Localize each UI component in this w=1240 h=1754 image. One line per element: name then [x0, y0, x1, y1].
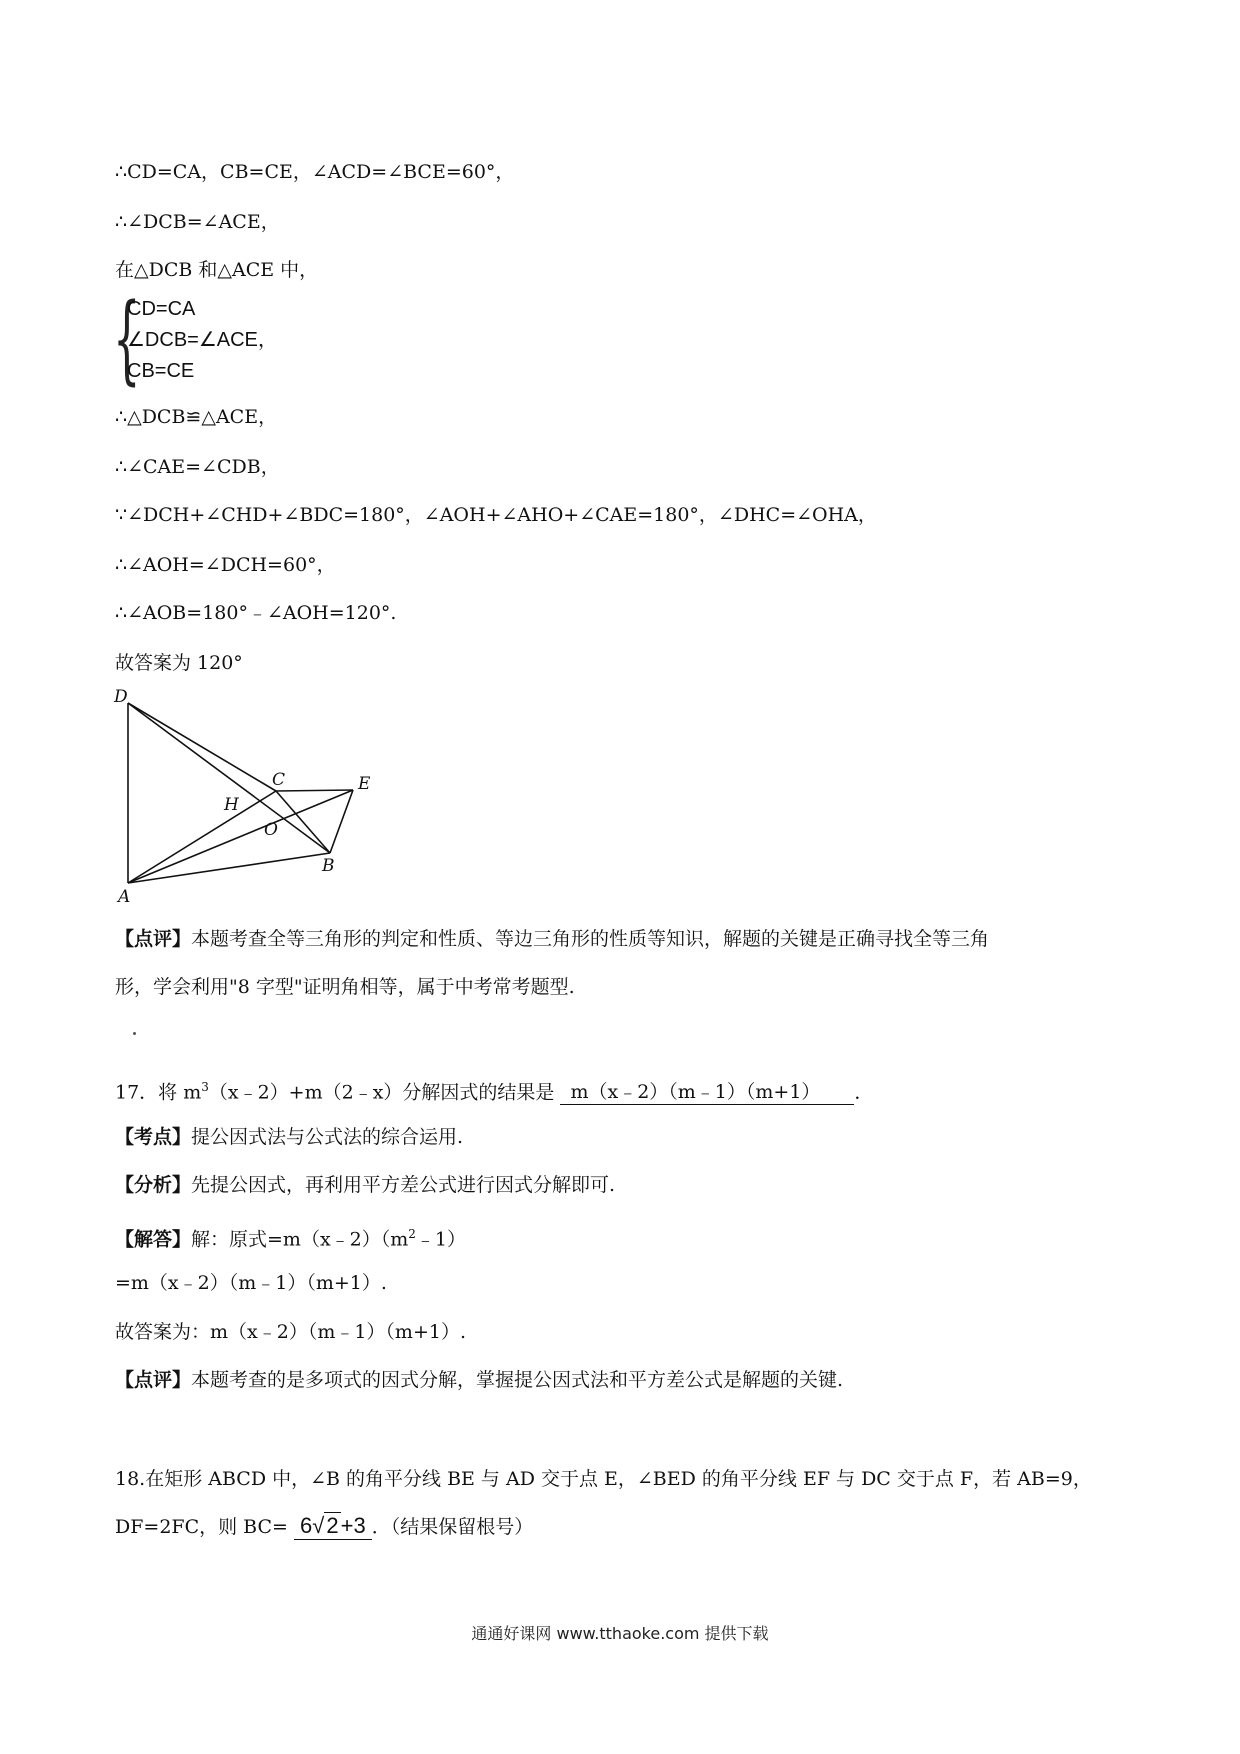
- segment-EB: [330, 790, 353, 853]
- q18-prefix: DF=2FC，则 BC=: [115, 1516, 288, 1538]
- line-9: 故答案为 120°: [115, 652, 243, 674]
- review-tag: 【点评】: [115, 928, 192, 950]
- footer: 通通好课网 www.tthaoke.com 提供下载: [471, 1624, 769, 1643]
- label-C: C: [272, 770, 286, 790]
- segment-DB: [128, 703, 330, 853]
- q17-step-2: =m（x﹣2）（m﹣1）（m+1）.: [115, 1272, 387, 1294]
- label-H: H: [224, 795, 239, 815]
- system-line-1: CD=CA: [127, 298, 196, 320]
- segment-AE: [128, 790, 353, 883]
- label-O: O: [264, 820, 278, 840]
- jieda-a: 解：原式=m（x﹣2）（m: [191, 1228, 409, 1251]
- line-6: ∵∠DCH+∠CHD+∠BDC=180°，∠AOH+∠AHO+∠CAE=180°，∠DHC=∠OHA，: [115, 504, 877, 526]
- line-2: ∴∠DCB=∠ACE，: [115, 211, 280, 233]
- answer-tail: +3: [340, 1513, 366, 1538]
- label-E: E: [358, 774, 371, 794]
- kaodian-text: 提公因式法与公式法的综合运用.: [191, 1126, 464, 1148]
- equation-system: [113, 283, 278, 395]
- q17-review: [115, 1368, 843, 1392]
- q17-answer: m（x﹣2）（m﹣1）（m+1）: [560, 1080, 854, 1105]
- segment-CB: [276, 791, 330, 853]
- review-text: 本题考查全等三角形的判定和性质、等边三角形的性质等知识，解题的关键是正确寻找全等三角: [191, 928, 990, 950]
- kaodian-tag: 【考点】: [115, 1126, 192, 1148]
- q17-exponent: 3: [201, 1080, 209, 1094]
- review-16-line-2: 形，学会利用"8 字型"证明角相等，属于中考常考题型.: [115, 976, 575, 998]
- question-18-line-1: 18.在矩形 ABCD 中，∠B 的角平分线 BE 与 AD 交于点 E，∠BED 的角平分线 EF 与 DC 交于点 F，若 AB=9，: [115, 1468, 1092, 1490]
- q17-mid: （x﹣2）+m（2﹣x）分解因式的结果是: [208, 1081, 555, 1104]
- system-line-3: CB=CE: [127, 360, 195, 382]
- fenxi-tag: 【分析】: [115, 1174, 192, 1196]
- segment-CE: [276, 790, 353, 791]
- q17-final-answer: 故答案为：m（x﹣2）（m﹣1）（m+1）.: [115, 1321, 466, 1343]
- q18-answer-expr: 6√2+3: [300, 1513, 366, 1538]
- jieda-b: ﹣1）: [415, 1228, 467, 1251]
- q18-answer: [294, 1514, 372, 1540]
- label-B: B: [322, 856, 335, 876]
- line-8: ∴∠AOB=180°﹣∠AOH=120°.: [115, 602, 397, 624]
- segment-AC: [128, 791, 276, 883]
- review-16-line-1: [115, 927, 989, 951]
- curly-brace: {: [113, 283, 141, 395]
- stray-dot: [133, 1032, 136, 1035]
- answer-radicand: 2: [326, 1513, 339, 1538]
- q17-kaodian: [115, 1125, 463, 1149]
- line-4: ∴△DCB≌△ACE，: [115, 406, 278, 428]
- answer-coefficient: 6: [300, 1513, 313, 1538]
- q17-suffix: ．: [854, 1081, 874, 1104]
- line-7: ∴∠AOH=∠DCH=60°，: [115, 554, 336, 576]
- label-A: A: [118, 887, 131, 907]
- jieda-exponent: 2: [408, 1227, 416, 1241]
- q17-jieda: [115, 1222, 466, 1251]
- line-5: ∴∠CAE=∠CDB，: [115, 456, 280, 478]
- q17-fenxi: [115, 1173, 615, 1197]
- geometry-figure: [108, 688, 378, 908]
- review-17-text: 本题考查的是多项式的因式分解，掌握提公因式法和平方差公式是解题的关键.: [191, 1369, 844, 1391]
- question-17: [115, 1075, 873, 1105]
- jieda-tag: 【解答】: [115, 1228, 192, 1251]
- system-line-2: ∠DCB=∠ACE，: [127, 329, 278, 351]
- q17-prefix: 17．将 m: [115, 1081, 202, 1104]
- segment-AB: [128, 853, 330, 883]
- line-1: ∴CD=CA，CB=CE，∠ACD=∠BCE=60°，: [115, 161, 515, 183]
- label-D: D: [114, 688, 128, 707]
- review-17-tag: 【点评】: [115, 1369, 192, 1391]
- fenxi-text: 先提公因式，再利用平方差公式进行因式分解即可.: [191, 1174, 616, 1196]
- q18-suffix: ．（结果保留根号）: [371, 1516, 534, 1538]
- line-3: 在△DCB 和△ACE 中，: [115, 259, 319, 281]
- question-18-line-2: [115, 1514, 533, 1540]
- segment-DE: [128, 703, 276, 791]
